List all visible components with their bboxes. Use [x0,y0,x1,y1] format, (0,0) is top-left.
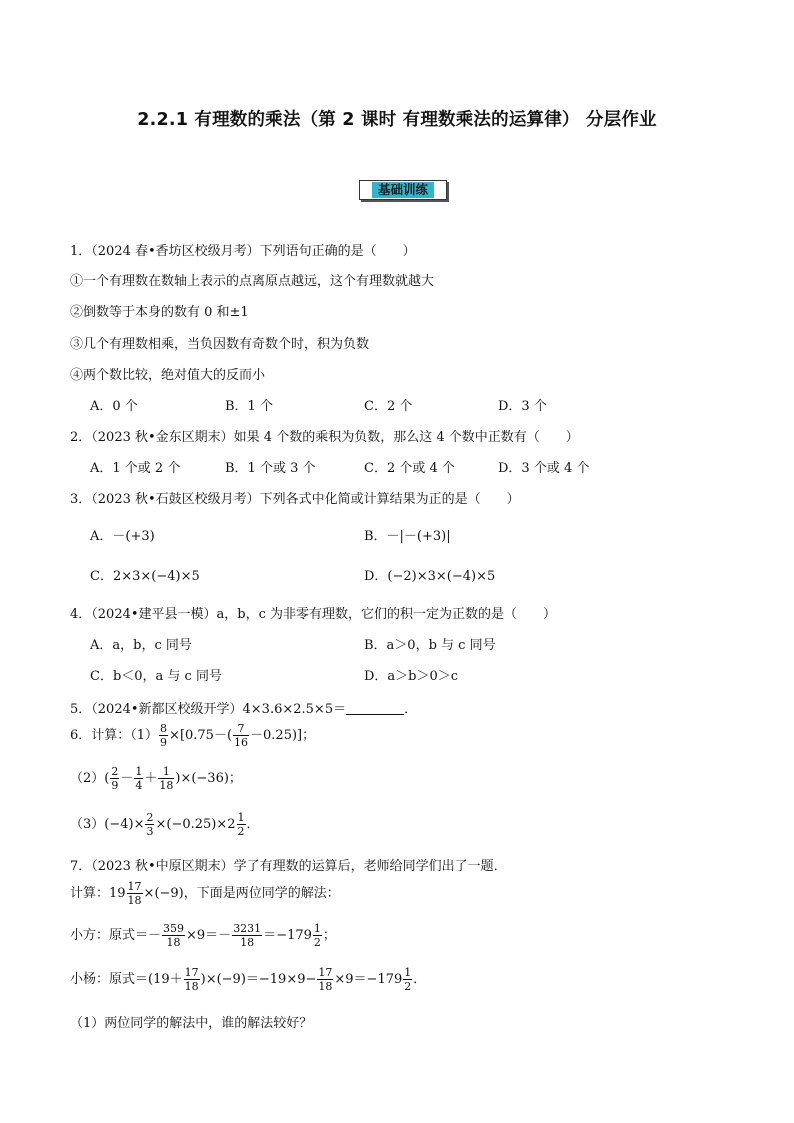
q5-end: ． [404,702,418,717]
numerator: 1 [135,765,143,778]
q6-stem: 6．计算：（1） [70,728,159,743]
fraction [158,765,174,792]
numerator: 359 [163,922,185,935]
q1-option-b: B．1 个 [225,399,273,414]
q1-option-c: C．2 个 [364,399,413,414]
q1-option-a: A．0 个 [90,399,138,414]
q7-expr: ＝−179 [263,928,312,943]
denominator: 9 [111,779,119,792]
q7-expr: )×(−9)＝−19×9− [200,972,317,987]
denominator: 16 [234,736,249,749]
fraction [159,722,168,749]
numerator: 17 [127,880,142,893]
numerator: 1 [404,966,412,979]
q7-expr: ． [413,972,427,987]
q4-option-c: C．b＜0，a 与 c 同号 [90,669,222,684]
q1-statement-3: ③几个有理数相乘，当负因数有奇数个时，积为负数 [70,337,370,352]
fraction [145,811,154,838]
q2-option-b: B．1 个或 3 个 [225,461,316,476]
q7-xiaofang [70,922,336,949]
q6-expr: （3）(−4)× [70,817,145,832]
denominator: 4 [135,779,143,792]
operator: ＋ [144,771,158,786]
fraction [162,922,185,949]
q7-expr: ×9＝−179 [334,972,403,987]
q4-option-d: D．a＞b＞0＞c [364,669,459,684]
q1-statement-2: ②倒数等于本身的数有 0 和±1 [70,305,249,320]
q6-expr: －0.25)]； [250,728,316,743]
denominator: 18 [159,779,174,792]
q7-expr: ×9＝－ [186,928,232,943]
denominator: 3 [146,825,154,838]
numerator: 7 [233,722,249,736]
numerator: 3231 [233,922,262,935]
q3-option-b: B．－|－(+3)| [364,529,451,544]
fraction [237,811,246,838]
q4-option-b: B．a＞0，b 与 c 同号 [364,638,496,653]
q4-stem: 4．（2024•建平县一模）a，b，c 为非零有理数，它们的积一定为正数的是（ ） [70,607,557,622]
q3-option-a: A．－(+3) [90,529,155,544]
q7-stem: 7．（2023 秋•中原区期末）学了有理数的运算后，老师给同学们出了一题． [70,859,507,874]
numerator: 17 [184,966,199,979]
fraction [232,922,262,949]
badge-label: 基础训练 [372,182,434,198]
numerator: 1 [313,922,321,935]
q6-part-1 [70,722,315,749]
fraction [184,966,200,993]
q7-calc [70,880,340,907]
numerator: 2 [111,765,119,778]
q1-option-d: D．3 个 [498,399,547,414]
denominator: 2 [313,936,321,949]
q7-expr: 小方：原式＝－ [70,928,162,943]
denominator: 18 [184,980,199,993]
numerator: 2 [146,811,154,824]
q3-stem: 3．（2023 秋•石鼓区校级月考）下列各式中化简或计算结果为正的是（ ） [70,492,520,507]
q5-stem: 5．（2024•新都区校级开学）4×3.6×2.5×5＝ [70,702,347,717]
denominator: 18 [127,894,142,907]
q7-expr: ×(−9)，下面是两位同学的解法： [143,886,340,901]
q1-stem: 1．（2024 春•香坊区校级月考）下列语句正确的是（ ） [70,244,416,259]
q6-expr: ． [246,817,260,832]
numerator: 1 [158,765,174,779]
fraction [134,765,143,792]
q2-option-d: D．3 个或 4 个 [498,461,590,476]
denominator: 18 [166,936,181,949]
q1-statement-4: ④两个数比较，绝对值大的反而小 [70,368,266,383]
q7-expr: 计算：19 [70,886,126,901]
q4-option-a: A．a，b，c 同号 [90,638,192,653]
q7-expr: ； [322,928,336,943]
q2-option-c: C．2 个或 4 个 [364,461,455,476]
q3-option-c: C．2×3×(−4)×5 [90,569,200,584]
q6-expr: ×(−0.25)×2 [155,817,236,832]
answer-blank [346,702,404,715]
q7-xiaoyang [70,966,426,993]
q1-statement-1: ①一个有理数在数轴上表示的点离原点越远，这个有理数就越大 [70,274,435,289]
denominator: 2 [237,825,245,838]
section-badge [359,180,447,200]
fraction [403,966,412,993]
q3-option-d: D．(−2)×3×(−4)×5 [364,569,496,584]
denominator: 18 [240,936,255,949]
q2-option-a: A．1 个或 2 个 [90,461,181,476]
q6-expr: （2）( [70,771,110,786]
q6-part-3 [70,811,260,838]
numerator: 17 [318,966,333,979]
denominator: 2 [404,980,412,993]
fraction [313,922,322,949]
q6-expr: ×[0.75－( [169,728,233,743]
q6-expr: )×(−36)； [175,771,242,786]
q7-expr: 小杨：原式＝(19＋ [70,972,183,987]
fraction [110,765,119,792]
q7-sub-1: （1）两位同学的解法中，谁的解法较好？ [70,1016,313,1031]
q5-line [70,698,417,717]
q2-stem: 2．（2023 秋•金东区期末）如果 4 个数的乘积为负数，那么这 4 个数中正数有（ ） [70,430,579,445]
numerator: 1 [237,811,245,824]
fraction [127,880,143,907]
page-title: 2.2.1 有理数的乘法（第 2 课时 有理数乘法的运算律） 分层作业 [137,110,657,130]
q6-part-2 [70,765,242,792]
denominator: 18 [318,980,333,993]
operator: － [120,771,134,786]
fraction [317,966,333,993]
denominator: 9 [160,736,168,749]
numerator: 8 [160,722,168,735]
fraction [233,722,249,749]
